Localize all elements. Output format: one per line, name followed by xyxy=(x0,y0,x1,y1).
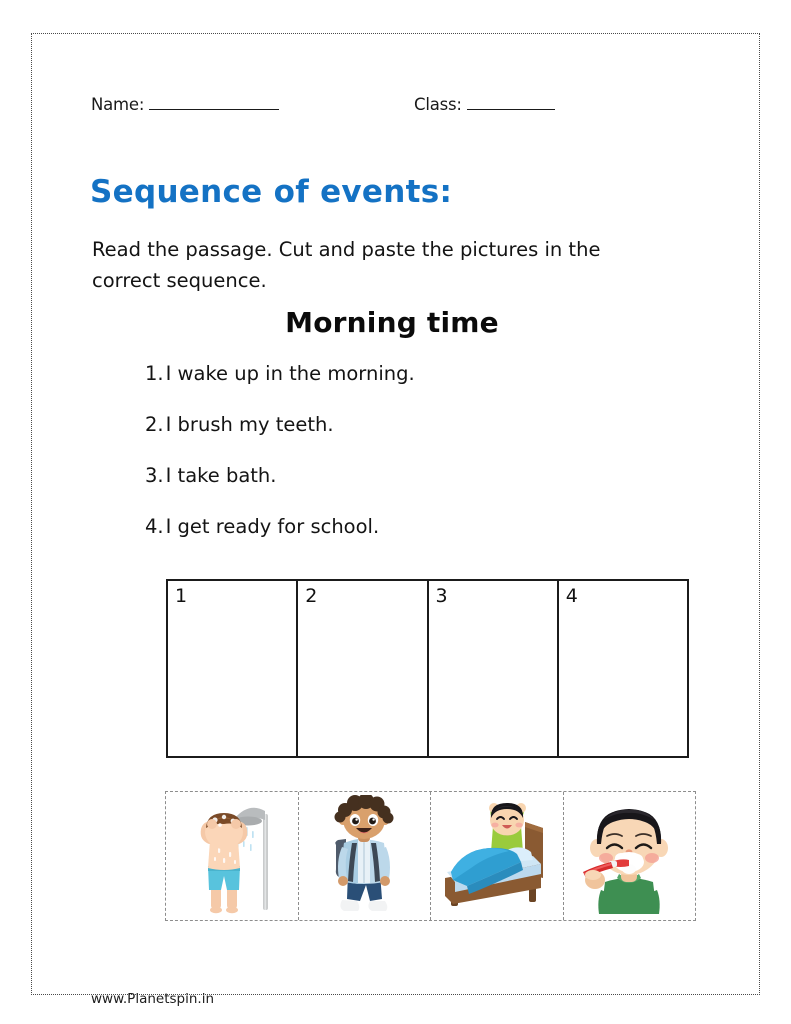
instructions-text: Read the passage. Cut and paste the pictures in the correct sequence. xyxy=(92,238,601,292)
cutout-card-1[interactable] xyxy=(166,792,299,920)
list-item-number: 3. xyxy=(145,464,164,487)
name-field[interactable] xyxy=(91,95,279,114)
cutout-picture-strip xyxy=(165,791,696,921)
list-item xyxy=(145,362,665,413)
list-item-text: I wake up in the morning. xyxy=(165,362,415,385)
cutout-card-3[interactable] xyxy=(431,792,564,920)
list-item xyxy=(145,515,665,566)
answer-box-4[interactable] xyxy=(559,581,687,756)
name-label: Name: xyxy=(91,95,145,114)
list-item-number: 4. xyxy=(145,515,164,538)
footer-credit: www.Planetspin.in xyxy=(91,991,215,1007)
worksheet-page xyxy=(31,33,760,1007)
answer-box-number: 3 xyxy=(435,585,448,607)
boy-with-backpack-icon xyxy=(314,795,414,917)
list-item xyxy=(145,413,665,464)
list-item xyxy=(145,464,665,515)
answer-box-1[interactable] xyxy=(168,581,298,756)
answer-boxes-table xyxy=(166,579,689,758)
answer-box-number: 4 xyxy=(565,585,578,607)
list-item-text: I get ready for school. xyxy=(165,515,380,538)
cutout-card-2[interactable] xyxy=(299,792,432,920)
boy-brushing-teeth-icon xyxy=(573,796,685,916)
answer-box-3[interactable] xyxy=(429,581,559,756)
class-input-line[interactable] xyxy=(467,96,555,110)
answer-box-number: 1 xyxy=(175,585,188,607)
list-item-number: 2. xyxy=(145,413,164,436)
list-item-text: I brush my teeth. xyxy=(165,413,334,436)
list-item-text: I take bath. xyxy=(165,464,277,487)
story-title: Morning time xyxy=(285,306,499,339)
class-label: Class: xyxy=(414,95,462,114)
list-item-number: 1. xyxy=(145,362,164,385)
boy-waking-up-in-bed-icon xyxy=(437,800,557,912)
name-input-line[interactable] xyxy=(149,96,279,110)
student-info-row xyxy=(91,95,711,121)
page-title: Sequence of events: xyxy=(90,174,453,210)
answer-box-2[interactable] xyxy=(298,581,428,756)
class-field[interactable] xyxy=(414,95,555,114)
boy-taking-shower-icon xyxy=(177,796,287,916)
answer-box-number: 2 xyxy=(305,585,318,607)
sentence-list xyxy=(145,362,665,566)
cutout-card-4[interactable] xyxy=(564,792,696,920)
